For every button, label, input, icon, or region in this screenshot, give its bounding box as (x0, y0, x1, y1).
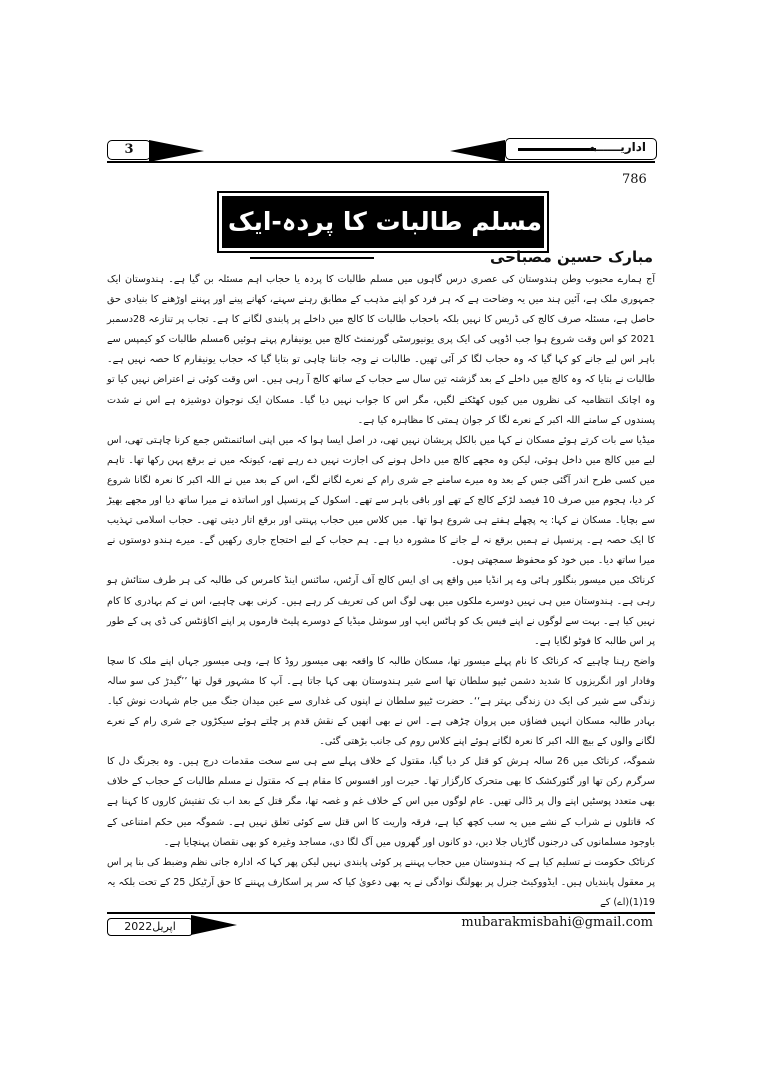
author-email: mubarakmisbahi@gmail.com (461, 915, 653, 930)
author-name: مبارک حسین مصباحی (490, 248, 653, 266)
title-banner (59, 196, 544, 248)
header-rule (107, 161, 655, 163)
paragraph: واضح رہنا چاہیے کہ کرناٹک کا نام پہلے میسور تھا، مسکان طالبہ کا واقعہ بھی میسور روڈ کا ہے، وہی میسور جہاں اپنے ملک کا سچا وفادار اور انگریزوں کا شدید دشمن ٹیپو سلطان تھا اسے شیر ہندوستان بھی کہا جاتا ہے۔ آپ کا مشہور قول تھا ’’گیدڑ کی سو سالہ زندگی سے شیر کی ایک دن زندگی بہتر ہے‘‘۔ حضرت ٹیپو سلطان نے اپنوں کی غداری سے عین میدان جنگ میں جام شہادت نوش کیا۔ بہادر طالبہ مسکان انہیں فضاؤں میں پروان چڑھی ہے۔ اس نے بھی انھیں کے نقش قدم پر چلتے ہوئے سیکڑوں جے شری رام کے نعرے لگانے والوں کے بیچ اللہ اکبر کا نعرہ لگاتے ہوئے اپنے کلاس روم کی جانب بڑھتی گئی۔ (107, 655, 655, 748)
paragraph: میڈیا سے بات کرتے ہوئے مسکان نے کہا میں بالکل پریشان نہیں تھی، در اصل ایسا ہوا کہ میں اپنی اسائنمنٹس جمع کرنا چاہتی تھی، اس لیے میں کالج میں داخل ہوئی، لیکن وہ مجھے کالج میں داخل ہونے کی اجازت نہیں دے رہے تھے، کیونکہ میں نے برقع پہن رکھا تھا۔ تاہم میں کسی طرح اندر آگئی جس کے بعد وہ میرے سامنے جے شری رام کے نعرے لگانے لگے، اس کے بعد میں نے اللہ اکبر کا نعرہ لگانا شروع کر دیا، ہجوم میں صرف 10 فیصد لڑکے کالج کے تھے اور باقی باہر سے تھے۔ اسکول کے پرنسپل اور اساتذہ نے میرا ساتھ دیا اور مجھے بھیڑ سے بچایا۔ مسکان نے کہا: یہ پچھلے ہفتے ہی شروع ہوا تھا۔ میں کلاس میں حجاب پہنتی اور برقع اتار دیتی تھی۔ حجاب اسلامی تہذیب کا ایک حصہ ہے۔ پرنسپل نے ہمیں برقع نہ لے جانے کا مشورہ دیا ہے۔ ہم حجاب کے لیے احتجاج جاری رکھیں گے۔ میرے ہندو دوستوں نے میرا ساتھ دیا۔ میں خود کو محفوظ سمجھتی ہوں۔ (107, 434, 655, 567)
article-title: مسلم طالبات کا پردہ-ایک مختصر جائزہ (59, 207, 542, 236)
paragraph: شموگہ، کرناٹک میں 26 سالہ ہرش کو قتل کر دیا گیا، مقتول کے خلاف پہلے سے ہی سے سخت مقدمات درج ہیں۔ وہ بجرنگ دل کا سرگرم رکن تھا اور گئورکشک کا بھی متحرک کارگزار تھا۔ حیرت اور افسوس کا مقام ہے کہ مقتول نے مسلم طالبات کے حجاب کے خلاف بھی متعدد پوسٹیں اپنے وال پر ڈالی تھیں۔ عام لوگوں میں اس کے خلاف غم و غصہ تھا، مگر قتل کے بعد اب تک تفتیش کاروں کا کہنا ہے کہ قاتلوں نے شراب کے نشے میں یہ سب کچھ کیا ہے، فرقہ واریت کا اس قتل سے کوئی تعلق نہیں ہے۔ شموگہ میں حکم امتناعی کے باوجود مسلمانوں کی درجنوں گاڑیاں جلا دیں، دو کانوں اور گھروں میں آگ لگا دی، مساجد وغیرہ کو بھی نقصان پہنچایا ہے۔ (107, 756, 655, 848)
header-ornament-right (450, 140, 505, 162)
issue-number: 786 (622, 172, 647, 187)
footer-ornament (191, 915, 237, 935)
section-label-box (505, 138, 657, 160)
article-body (107, 270, 655, 913)
issue-date: اپریل2022 (107, 918, 193, 936)
footer-rule (107, 912, 655, 914)
page-number: 3 (107, 140, 151, 160)
paragraph: آج ہمارے محبوب وطن ہندوستان کی عصری درس گاہوں میں مسلم طالبات کا پردہ یا حجاب اہم مسئلہ بن گیا ہے۔ ہندوستان ایک جمہوری ملک ہے، آئین ہند میں یہ وضاحت ہے کہ ہر فرد کو اپنے مذہب کے مطابق رہنے سہنے، کھانے پینے اور پہننے اوڑھنے کا بنیادی حق حاصل ہے، مسئلہ صرف کالج کی ڈریس کا نہیں بلکہ باحجاب طالبات کا کالج میں داخلے پر پابندی لگانے کا ہے۔ تجاب پر تنازعہ 28دسمبر 2021 کو اس وقت شروع ہوا جب اڈوپی کی ایک پری یونیورسٹی گورنمنٹ کالج میں یونیفارم پہنے ہوئیں 6مسلم طالبات کو کیمپس سے باہر اس لیے جانے کو کہا گیا کہ وہ حجاب لگا کر آئی تھیں۔ طالبات نے وجہ جاننا چاہی تو بتایا گیا کہ حجاب یونیفارم کا حصہ نہیں ہے۔ طالبات نے بتایا کہ وہ کالج میں داخلے کے بعد گزشتہ تین سال سے حجاب کے ساتھ کالج آ رہی ہیں۔ اس وقت کوئی نے اعتراض نہیں کیا تو وہ اچانک انتظامیہ کی نظروں میں کیوں کھٹکنے لگیں، مگر اس کا جواب نہیں دیا گیا۔ مسکان ایک نوجوان دوشیزہ ہے اس نے شدت پسندوں کے سامنے اللہ اکبر کے نعرے لگا کر جوان ہمتی کا مظاہرہ کیا ہے۔ (107, 274, 656, 426)
author-rule (250, 257, 374, 259)
header-ornament-left (149, 140, 204, 162)
paragraph: کرناٹک حکومت نے تسلیم کیا ہے کہ ہندوستان میں حجاب پہننے پر کوئی پابندی نہیں لیکن پھر کہا کہ ادارہ جاتی نظم وضبط کی بنا پر اس پر معقول پابندیاں ہیں۔ ایڈووکیٹ جنرل پر بھولنگ نوادگی نے یہ بھی دعویٰ کیا کہ سر پر اسکارف پہننے کا حق آرٹیکل 25 کے تحت بلکہ یہ 19(1)(اے) کے (107, 856, 655, 908)
section-label-line (518, 148, 596, 151)
paragraph: کرناٹک میں میسور بنگلور ہائی وے پر انڈیا میں واقع پی ای ایس کالج آف آرٹس، سائنس اینڈ کامرس کی طالبہ کی ہر طرف ستائش ہو رہی ہے۔ ہندوستان میں ہی نہیں دوسرے ملکوں میں بھی لوگ اس کی تعریف کر رہے ہیں۔ کرنی بھی چاہیے، اس نے کم بہادری کا کام نہیں کیا ہے۔ بہت سے لوگوں نے اپنے فیس بک کو ہاٹس ایپ اور سوشل میڈیا کے دوسرے پلیٹ فارموں پر اپنے اکاؤنٹس کی ڈی پی کے طور پر اس طالبہ کا فوٹو لگایا ہے۔ (107, 575, 655, 647)
section-label: اداریــــــہ (588, 140, 646, 154)
